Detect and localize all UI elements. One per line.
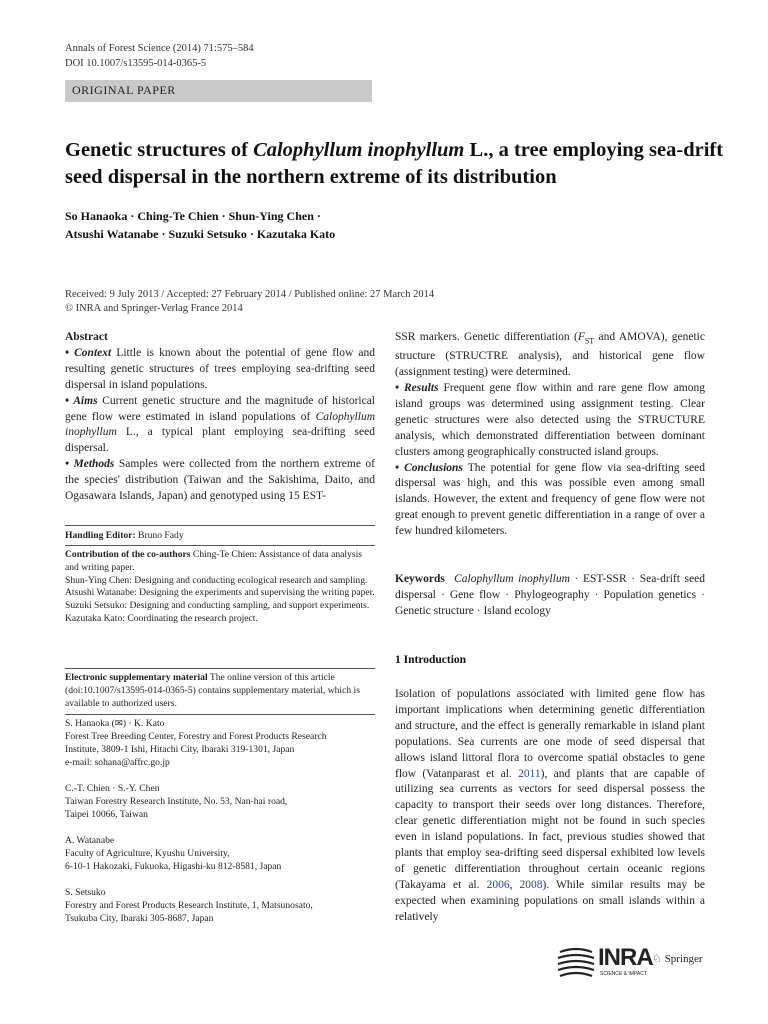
copyright-line: © INRA and Springer-Verlag France 2014 [65,303,243,314]
article-type-banner [65,80,372,102]
title-part1: Genetic structures of [65,139,254,161]
affiliation-line: Taiwan Forestry Research Institute, No. 53, Nan-hai road, [65,795,288,807]
footnote-rule-4 [65,714,375,715]
keywords-list: · EST-SSR · Sea-drift seed dispersal · Gene flow · Phylogeography · Population genetics · Genetic structure · Island ecology [395,573,705,617]
handling-editor [65,530,375,543]
title-species: Calophyllum inophyllum [253,139,465,161]
methods-cont-2: and AMOVA), genetic structure (STRUCTRE analysis), and historical gene flow (assignment testing) were determined. [395,331,705,379]
contrib-setsuko: Suzuki Setsuko: Designing and conducting sampling, and support experiments. [65,600,370,612]
affiliation-line: Tsukuba City, Ibaraki 305-8687, Japan [65,912,214,924]
affiliation-line: Faculty of Agriculture, Kyushu University, [65,847,230,859]
aims-text-2: L., a typical plant employing sea-drifting seed dispersal. [65,426,375,455]
abstract-conclusions [395,461,705,541]
article-type-label: ORIGINAL PAPER [72,83,176,97]
contrib-chien: Ching-Te Chien: Assistance of data analysis and writing paper. [65,549,362,573]
methods-cont: SSR markers. Genetic differentiation ( [395,331,578,343]
publisher-logos [556,944,706,984]
footnote-rule [65,525,375,526]
paper-title [65,137,725,191]
affiliation-1 [65,718,375,770]
inra-logo-text: INRA [598,944,653,971]
citation-link[interactable]: 2008 [519,878,543,891]
footnote-rule-2 [65,545,375,546]
aims-label: • Aims [65,394,98,407]
supplementary-material [65,672,375,710]
abstract-results [395,381,705,461]
contrib-label: Contribution of the co-authors [65,549,191,560]
affiliation-4 [65,887,375,926]
abstract-methods [65,457,375,505]
author-line-2: Atsushi Watanabe · Suzuki Setsuko · Kazutaka Kato [65,227,336,241]
abstract-right [395,330,705,540]
citation-link[interactable]: 2006 [486,878,510,891]
fst-symbol: F [577,331,585,343]
fst-subscript: ST [584,336,595,346]
contrib-chen: Shun-Ying Chen: Designing and conducting ecological research and sampling. [65,574,368,586]
keywords-label: Keywords [395,573,445,585]
springer-logo-text: Springer [664,953,703,965]
esm-label: Electronic supplementary material [65,672,208,683]
affiliation-2 [65,783,375,822]
affiliation-3 [65,835,375,874]
intro-text: Isolation of populations associated with limited gene flow has important implications when determining genetic differentiation and structure, and the effect is generally remarkable in island plant populations. Sea currents are one mode of seed dispersal that allows island littoral flora to overcome spatial obstacles to gene flow (Vatanparast et al. [395,688,705,780]
abstract-heading: Abstract [65,331,108,343]
footnote-rule-3 [65,668,375,669]
affiliation-line: 6-10-1 Hakozaki, Fukuoka, Higashi-ku 812-8581, Japan [65,860,282,872]
author-line-1: So Hanaoka · Ching-Te Chien · Shun-Ying Chen · [65,209,321,223]
affiliation-names: A. Watanabe [65,835,115,846]
context-label: • Context [65,346,112,359]
inra-emblem-icon [556,946,596,980]
affiliation-names: S. Hanaoka (✉) · K. Kato [65,718,165,729]
results-text: Frequent gene flow within and rare gene flow among island groups was determined using assignment testing. Clear genetic structures were also detected using the STRUCTURE analysis, which demonstrated differentiation between dominant clusters among geographically constructed island groups. [395,382,705,458]
affiliation-email[interactable]: e-mail: sohana@affrc.go.jp [65,756,170,768]
publication-dates [65,288,565,316]
inra-tagline: SCIENCE & IMPACT [600,971,647,977]
aims-species: Calophyllum inophyllum [65,410,375,439]
citation-link[interactable]: 2011 [518,767,541,780]
abstract-context [65,346,375,394]
methods-label: • Methods [65,458,115,471]
affiliation-names: C.-T. Chien · S.-Y. Chen [65,783,160,794]
contrib-kato: Kazutaka Kato: Coordinating the research project. [65,612,258,624]
title-part2: L., a tree employing sea-drift seed dispersal in the northern extreme of its distribution [65,139,724,188]
journal-citation: Annals of Forest Science (2014) 71:575–584 [65,43,254,54]
author-list [65,207,585,243]
contributions [65,549,375,626]
editor-name: Bruno Fady [135,530,184,541]
affiliation-line: Institute, 3809-1 Ishi, Hitachi City, Ibaraki 319-1301, Japan [65,743,295,755]
context-text: Little is known about the potential of gene flow and resulting genetic structures of trees employing sea-drifting seed dispersal in island populations. [65,346,375,391]
abstract-aims [65,394,375,458]
esm-text: The online version of this article (doi:10.1007/s13595-014-0365-5) contains supplementary material, which is available to authorized users. [65,672,360,709]
dates-line: Received: 9 July 2013 / Accepted: 27 February 2014 / Published online: 27 March 2014 [65,289,435,300]
section-heading-introduction: 1 Introduction [395,654,467,666]
journal-header [65,41,254,71]
affiliation-line: Forestry and Forest Products Research Institute, 1, Matsunosato, [65,899,313,911]
aims-text: Current genetic structure and the magnitude of historical gene flow were estimated in island populations of [65,394,376,423]
affiliation-line: Forest Tree Breeding Center, Forestry and Forest Products Research [65,730,327,742]
springer-logo [652,952,703,965]
affiliation-line: Taipei 10066, Taiwan [65,808,148,820]
intro-text: , [509,878,520,891]
journal-doi: DOI 10.1007/s13595-014-0365-5 [65,58,207,69]
keyword-species: Calophyllum inophyllum [454,573,570,585]
affiliation-names: S. Setsuko [65,887,106,898]
conclusions-text: The potential for gene flow via sea-drifting seed dispersal was high, and this was possible even among small islands. However, the extent and frequency of gene flow were not great enough to prevent genetic differentiation in a range of over a few hundred kilometers. [395,461,705,538]
introduction-paragraph [395,687,705,926]
conclusions-label: • Conclusions [395,461,463,474]
keywords [395,572,705,620]
intro-text: ). While similar results may be expected when examining populations on small islands within a relatively [395,878,705,923]
results-label: • Results [395,382,439,395]
intro-text: ), and plants that are capable of utilizing sea currents as vectors for seed dispersal possess the capacity to transport their seeds over long distances. Therefore, clear genetic differentiation might not be found in such species even in island populations. In fact, previous studies showed that plants that employ sea-drifting seed dispersal exhibited low levels of genetic differentiation throughout certain oceanic regions (Takayama et al. [395,767,705,891]
methods-text: Samples were collected from the northern extreme of the species' distribution (Taiwan and the Sakishima, Daito, and Ogasawara Islands, Japan) and genotyped using 15 EST- [65,458,376,503]
abstract-left [65,330,375,505]
springer-horse-icon: ♘ [652,953,662,965]
abstract-methods-cont [395,330,705,381]
editor-label: Handling Editor: [65,530,136,541]
contrib-watanabe: Atsushi Watanabe: Designing the experiments and supervising the writing paper. [65,587,375,599]
